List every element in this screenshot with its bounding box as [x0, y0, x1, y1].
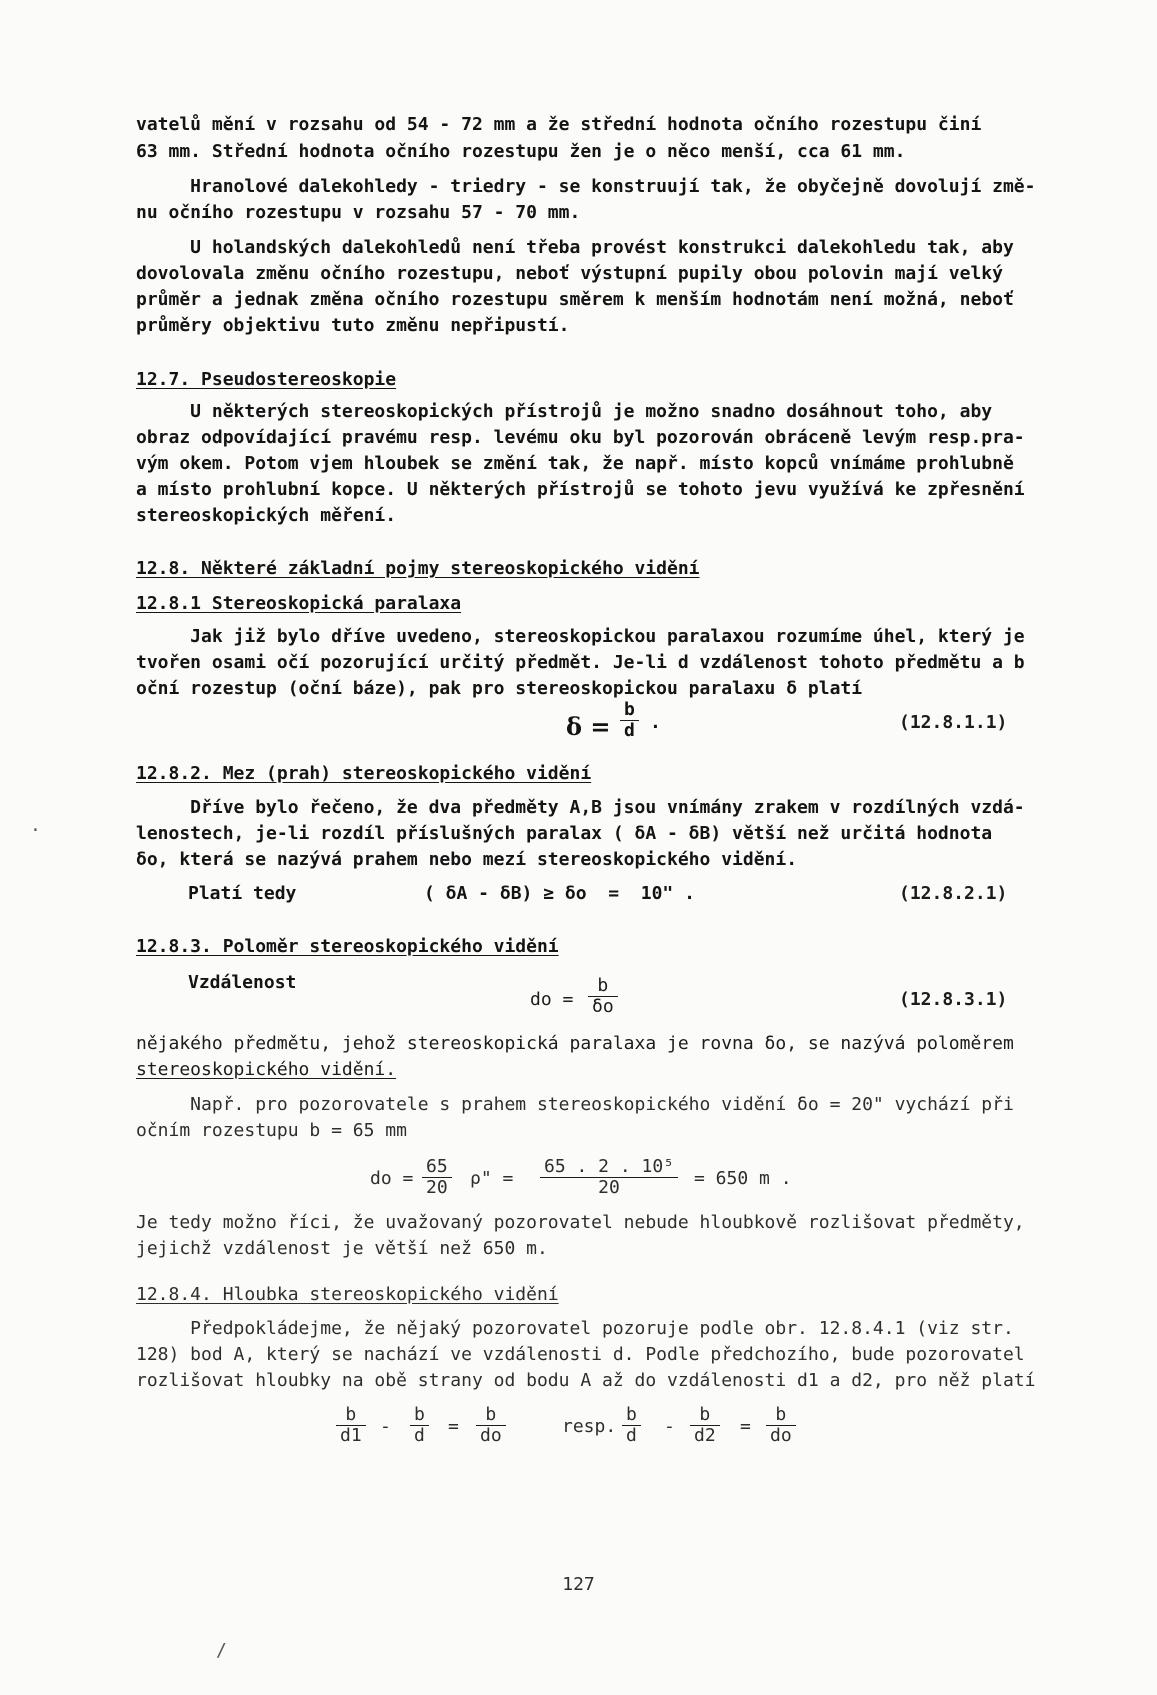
text-line: jejichž vzdálenost je větší než 650 m. — [136, 1238, 548, 1259]
minus-sign: - — [380, 1416, 391, 1437]
text-line: lenostech, je-li rozdíl příslušných paralax ( δA - δB) větší než určitá hodnota — [136, 823, 993, 844]
minus-sign: - — [664, 1416, 675, 1437]
page-number: 127 — [562, 1574, 595, 1595]
equation-number: (12.8.2.1) — [899, 883, 1008, 904]
text-line: rozlišovat hloubky na obě strany od bodu A až do vzdálenosti d1 a d2, pro něž platí — [136, 1370, 1036, 1391]
text-line: Platí tedy — [188, 883, 297, 904]
text-line: U holandských dalekohledů není třeba provést konstrukci dalekohledu tak, aby — [136, 237, 1014, 258]
subsection-heading: 12.8.3. Poloměr stereoskopického vidění — [136, 936, 559, 957]
equation-tail: . — [650, 712, 661, 733]
subsection-heading: 12.8.2. Mez (prah) stereoskopického vidění — [136, 763, 592, 784]
equation-fraction: $\frac{b}{\delta o}$ — [588, 976, 618, 1017]
text-line: očním rozestupu b = 65 mm — [136, 1120, 407, 1141]
equals-sign: = — [448, 1416, 459, 1437]
subsection-heading: 12.8.1 Stereoskopická paralaxa — [136, 593, 462, 614]
text-line: Je tedy možno říci, že uvažovaný pozorovatel nebude hloubkově rozlišovat předměty, — [136, 1212, 1025, 1233]
text-line: 63 mm. Střední hodnota očního rozestupu žen je o něco menší, cca 61 mm. — [136, 141, 906, 162]
text-line: Předpokládejme, že nějaký pozorovatel pozoruje podle obr. 12.8.4.1 (viz str. — [136, 1318, 1014, 1339]
text-line: U některých stereoskopických přístrojů je možno snadno dosáhnout toho, aby — [136, 401, 993, 422]
equation-number: (12.8.1.1) — [899, 712, 1008, 733]
text-line: Např. pro pozorovatele s prahem stereoskopického vidění δo = 20" vychází při — [136, 1094, 1014, 1115]
text-line: oční rozestup (oční báze), pak pro stereoskopickou paralaxu δ platí — [136, 678, 863, 699]
equation-result: = 650 m . — [694, 1168, 792, 1189]
text-line: stereoskopického vidění. — [136, 1059, 397, 1080]
text-line: obraz odpovídající pravému resp. levému oku byl pozorován obráceně levým resp.pra- — [136, 427, 1025, 448]
section-heading: 12.7. Pseudostereoskopie — [136, 369, 397, 390]
text-line: nu očního rozestupu v rozsahu 57 - 70 mm. — [136, 202, 581, 223]
text-line: průměry objektivu tuto změnu nepřipustí. — [136, 315, 570, 336]
equation-lhs: δ = — [566, 712, 611, 741]
text-line: průměr a jednak změna očního rozestupu směrem k menším hodnotám není možná, neboť — [136, 289, 1014, 310]
text-line: nějakého předmětu, jehož stereoskopická paralaxa je rovna δo, se nazývá poloměrem — [136, 1033, 1014, 1054]
equation-middle: ρ" = — [470, 1168, 514, 1189]
text-line: a místo prohlubní kopce. U některých přístrojů se tohoto jevu využívá ke zpřesnění — [136, 479, 1025, 500]
text-line: dovolovala změnu očního rozestupu, neboť výstupní pupily obou polovin mají velký — [136, 263, 1003, 284]
equation-fraction: $\frac{65}{20}$ — [422, 1157, 452, 1198]
equation-fraction: $\frac{b}{d}$ — [620, 700, 639, 741]
text-line: Hranolové dalekohledy - triedry - se konstruují tak, že obyčejně dovolují změ- — [136, 176, 1036, 197]
scan-mark: · — [30, 820, 41, 841]
text-line: vým okem. Potom vjem hloubek se změní tak, že např. místo kopců vnímáme prohlubně — [136, 453, 1014, 474]
equation-fraction: $\frac{\text{65 . 2 . 10⁵}}{20}$ — [540, 1157, 678, 1198]
equation-inequality: ( δA - δB) ≥ δo = 10" . — [424, 883, 695, 904]
text-line: tvořen osami očí pozorující určitý předmět. Je-li d vzdálenost tohoto předmětu a b — [136, 652, 1025, 673]
resp-label: resp. — [562, 1416, 617, 1437]
equation-number: (12.8.3.1) — [899, 989, 1008, 1010]
text-line: Dříve bylo řečeno, že dva předměty A,B jsou vnímány zrakem v rozdílných vzdá- — [136, 797, 1025, 818]
equation-fraction: $\frac{b}{d}$ — [622, 1405, 641, 1446]
equation-lhs: do = — [530, 989, 574, 1010]
text-line: δo, která se nazývá prahem nebo mezí stereoskopického vidění. — [136, 849, 798, 870]
text-line: vatelů mění v rozsahu od 54 - 72 mm a že střední hodnota očního rozestupu činí — [136, 114, 982, 135]
equation-fraction: $\frac{b}{do}$ — [766, 1405, 796, 1446]
scan-mark: / — [216, 1640, 227, 1661]
section-heading: 12.8. Některé základní pojmy stereoskopického vidění — [136, 558, 700, 579]
equation-lhs: do = — [370, 1168, 414, 1189]
subsection-heading: 12.8.4. Hloubka stereoskopického vidění — [136, 1284, 559, 1305]
equation-fraction: $\frac{b}{d1}$ — [336, 1405, 366, 1446]
text-line: Jak již bylo dříve uvedeno, stereoskopickou paralaxou rozumíme úhel, který je — [136, 626, 1025, 647]
equation-fraction: $\frac{b}{d}$ — [410, 1405, 429, 1446]
equation-fraction: $\frac{b}{do}$ — [476, 1405, 506, 1446]
text-line: stereoskopických měření. — [136, 505, 397, 526]
equals-sign: = — [740, 1416, 751, 1437]
equation-fraction: $\frac{b}{d2}$ — [690, 1405, 720, 1446]
text-line: Vzdálenost — [188, 972, 297, 993]
text-line: 128) bod A, který se nachází ve vzdálenosti d. Podle předchozího, bude pozorovatel — [136, 1344, 1025, 1365]
